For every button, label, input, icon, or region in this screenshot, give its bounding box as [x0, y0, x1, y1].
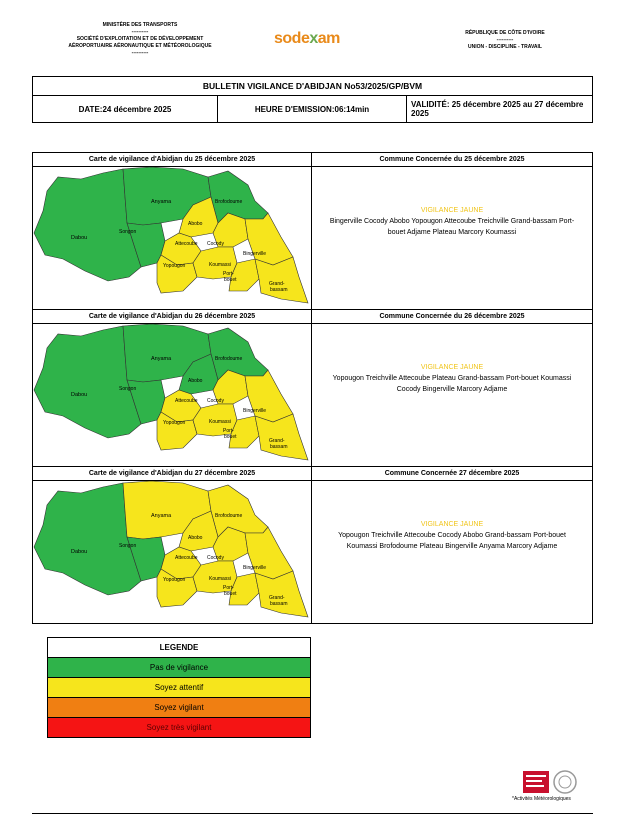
commune-title-day2: Commune Concernée du 26 décembre 2025	[312, 310, 593, 324]
cert-caption: *Activités Météorologiques	[512, 796, 571, 802]
label-yopougon: Yopougon	[163, 263, 186, 269]
label-port-bouet-1: Port-	[223, 585, 234, 591]
region-grand-bassam	[255, 257, 308, 303]
label-bingerville: Bingerville	[243, 565, 267, 571]
label-dabou: Dabou	[71, 235, 88, 241]
motto-line: UNION - DISCIPLINE - TRAVAIL	[468, 44, 542, 50]
label-anyama: Anyama	[151, 356, 172, 362]
label-anyama: Anyama	[151, 513, 172, 519]
bulletin-validity: VALIDITÉ: 25 décembre 2025 au 27 décembre 2025	[407, 96, 593, 123]
company-line-2: AÉROPORTUAIRE AÉRONAUTIQUE ET MÉTÉOROLOGIQUE	[68, 43, 212, 49]
map-day2	[33, 324, 312, 467]
republic-line: RÉPUBLIQUE DE CÔTE D'IVOIRE	[465, 30, 545, 36]
label-abobo: Abobo	[188, 378, 203, 384]
label-port-bouet-1: Port-	[223, 428, 234, 434]
label-songon: Songon	[119, 386, 137, 392]
map-title-day2: Carte de vigilance d'Abidjan du 26 décembre 2025	[33, 310, 312, 324]
label-brofodoume: Brofodoume	[215, 356, 243, 362]
label-grand-bassam-2: bassam	[270, 287, 288, 293]
sodexam-logo	[274, 30, 340, 48]
legend-title: LEGENDE	[48, 638, 311, 658]
region-grand-bassam	[255, 571, 308, 617]
bulletin-emission: HEURE D'EMISSION:06:14min	[218, 96, 407, 123]
legend-table	[47, 637, 311, 738]
company-separator: ----------	[131, 50, 149, 56]
label-abobo: Abobo	[188, 535, 203, 541]
ministry-header	[40, 22, 240, 57]
label-songon: Songon	[119, 543, 137, 549]
label-abobo: Abobo	[188, 221, 203, 227]
republic-separator: ----------	[496, 37, 514, 43]
commune-list-day1: Bingerville Cocody Abobo Yopougon Attecoube Treichville Grand-bassam Port-bouet Adjame Plateau Marcory Koumassi	[329, 218, 575, 236]
vigilance-level-day2: VIGILANCE JAUNE	[420, 364, 484, 371]
legend-item-attentive: Soyez attentif	[48, 678, 311, 698]
label-port-bouet-1: Port-	[223, 271, 234, 277]
label-bingerville: Bingerville	[243, 408, 267, 414]
company-line-1: SOCIÉTÉ D'EXPLOITATION ET DE DÉVELOPPEMENT	[76, 36, 204, 42]
vigilance-level-day1: VIGILANCE JAUNE	[420, 207, 484, 214]
legend-item-vigilant: Soyez vigilant	[48, 698, 311, 718]
label-brofodoume: Brofodoume	[215, 513, 243, 519]
commune-title-day3: Commune Concernée 27 décembre 2025	[312, 467, 593, 481]
certification-stamp-icon	[517, 768, 587, 798]
ministry-separator: ----------	[131, 29, 149, 35]
region-grand-bassam	[255, 414, 308, 460]
region-bingerville	[245, 370, 293, 422]
label-grand-bassam-1: Grand-	[269, 595, 285, 601]
vigilance-level-day3: VIGILANCE JAUNE	[420, 521, 484, 528]
label-grand-bassam-2: bassam	[270, 444, 288, 450]
label-bingerville: Bingerville	[243, 251, 267, 257]
bulletin-title: BULLETIN VIGILANCE D'ABIDJAN No53/2025/GP/BVM	[33, 77, 593, 96]
label-anyama: Anyama	[151, 199, 172, 205]
region-brofodoume	[208, 485, 268, 537]
label-attecoube: Attecoube	[175, 398, 198, 404]
region-bingerville	[245, 213, 293, 265]
legend-item-very-vigilant: Soyez très vigilant	[48, 718, 311, 738]
logo-text-1: sode	[274, 30, 310, 47]
footer-divider	[32, 813, 593, 814]
ministry-line: MINISTÈRE DES TRANSPORTS	[102, 22, 178, 28]
label-grand-bassam-1: Grand-	[269, 438, 285, 444]
label-dabou: Dabou	[71, 392, 88, 398]
logo-mark: x	[309, 30, 318, 47]
label-grand-bassam-1: Grand-	[269, 281, 285, 287]
label-cocody: Cocody	[207, 398, 224, 404]
label-dabou: Dabou	[71, 549, 88, 555]
commune-cell-day1	[312, 167, 593, 310]
region-bingerville	[245, 527, 293, 579]
label-brofodoume: Brofodoume	[215, 199, 243, 205]
map-title-day3: Carte de vigilance d'Abidjan du 27 décembre 2025	[33, 467, 312, 481]
label-port-bouet-2: bouet	[224, 591, 237, 597]
vigilance-map-day3	[33, 481, 310, 618]
bulletin-date: DATE:24 décembre 2025	[33, 96, 218, 123]
label-grand-bassam-2: bassam	[270, 601, 288, 607]
commune-cell-day3	[312, 481, 593, 624]
label-port-bouet-2: bouet	[224, 277, 237, 283]
label-yopougon: Yopougon	[163, 420, 186, 426]
legend-item-no-vigilance: Pas de vigilance	[48, 658, 311, 678]
commune-list-day2: Yopougon Treichville Attecoube Plateau Grand-bassam Port-bouet Koumassi Cocody Bingerville Marcory Adjame	[332, 375, 572, 393]
map-day1	[33, 167, 312, 310]
vigilance-maps-table	[32, 152, 593, 624]
label-cocody: Cocody	[207, 241, 224, 247]
label-attecoube: Attecoube	[175, 241, 198, 247]
label-cocody: Cocody	[207, 555, 224, 561]
label-port-bouet-2: bouet	[224, 434, 237, 440]
vigilance-map-day1	[33, 167, 310, 304]
region-brofodoume	[208, 171, 268, 223]
label-koumassi: Koumassi	[209, 419, 231, 425]
commune-list-day3: Yopougon Treichville Attecoube Cocody Abobo Grand-bassam Port-bouet Koumassi Brofodoume Plateau Bingerville Anyama Marcory Adjame	[338, 532, 566, 550]
commune-cell-day2	[312, 324, 593, 467]
label-songon: Songon	[119, 229, 137, 235]
republic-header	[420, 30, 590, 51]
logo-text-2: am	[317, 30, 340, 47]
label-koumassi: Koumassi	[209, 576, 231, 582]
bulletin-table	[32, 76, 593, 123]
commune-title-day1: Commune Concernée du 25 décembre 2025	[312, 153, 593, 167]
label-koumassi: Koumassi	[209, 262, 231, 268]
label-yopougon: Yopougon	[163, 577, 186, 583]
vigilance-map-day2	[33, 324, 310, 461]
region-brofodoume	[208, 328, 268, 380]
map-day3	[33, 481, 312, 624]
label-attecoube: Attecoube	[175, 555, 198, 561]
map-title-day1: Carte de vigilance d'Abidjan du 25 décembre 2025	[33, 153, 312, 167]
